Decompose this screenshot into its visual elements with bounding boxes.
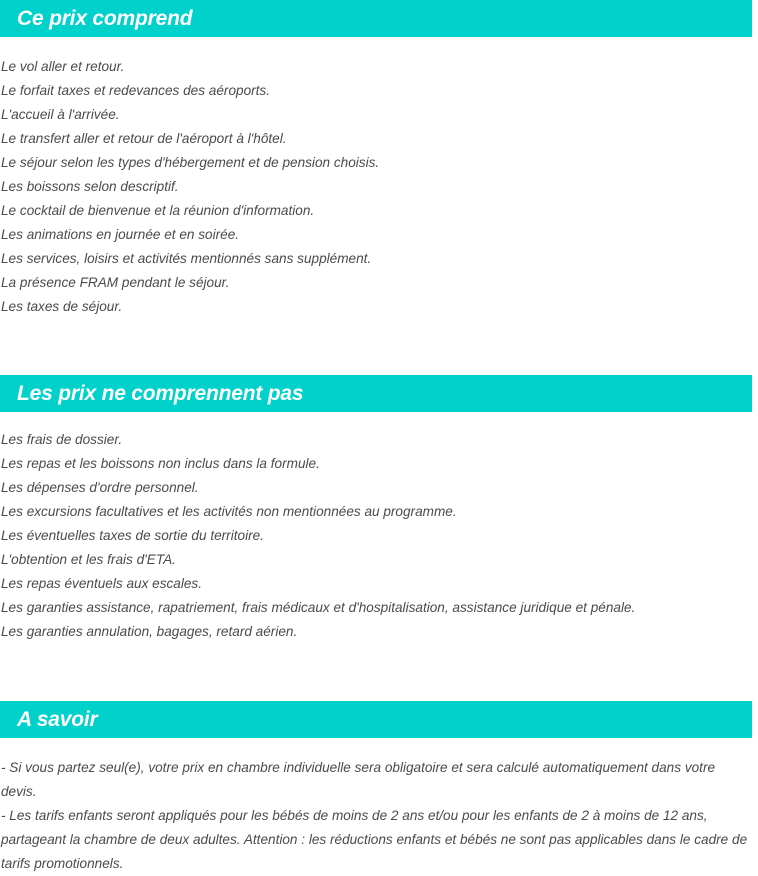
section-excluded-banner (0, 375, 752, 412)
list-item: Les boissons selon descriptif. (1, 179, 179, 194)
section-excluded (0, 375, 758, 644)
spacer (0, 738, 758, 756)
spacer (0, 412, 758, 428)
list-item: Les garanties annulation, bagages, retard aérien. (1, 624, 298, 639)
list-item: Les services, loisirs et activités mentionnés sans supplément. (1, 251, 372, 266)
section-good-to-know-banner (0, 701, 752, 738)
list-item: Les dépenses d'ordre personnel. (1, 480, 199, 495)
list-item: Les repas éventuels aux escales. (1, 576, 203, 591)
list-item: Les animations en journée et en soirée. (1, 227, 240, 242)
section-included-title: Ce prix comprend (17, 7, 193, 30)
section-good-to-know-body (0, 756, 758, 876)
paragraph: - Si vous partez seul(e), votre prix en chambre individuelle sera obligatoire et sera calculé automatiquement dans votre devis. (1, 760, 716, 799)
list-item: Les excursions facultatives et les activités non mentionnées au programme. (1, 504, 457, 519)
list-item: Le forfait taxes et redevances des aéroports. (1, 83, 271, 98)
list-item: L'obtention et les frais d'ETA. (1, 552, 176, 567)
section-excluded-title: Les prix ne comprennent pas (17, 382, 304, 405)
section-spacer (0, 644, 758, 701)
list-item: La présence FRAM pendant le séjour. (1, 275, 230, 290)
list-item: Le cocktail de bienvenue et la réunion d'information. (1, 203, 315, 218)
list-item: L'accueil à l'arrivée. (1, 107, 120, 122)
list-item: Les garanties assistance, rapatriement, frais médicaux et d'hospitalisation, assistance juridique et pénale. (1, 600, 636, 615)
list-item: Les repas et les boissons non inclus dans la formule. (1, 456, 320, 471)
list-item: Le vol aller et retour. (1, 59, 125, 74)
list-item: Les taxes de séjour. (1, 299, 123, 314)
section-spacer (0, 319, 758, 375)
section-included (0, 0, 758, 319)
section-good-to-know-title: A savoir (17, 708, 98, 731)
paragraph: - Les tarifs enfants seront appliqués pour les bébés de moins de 2 ans et/ou pour les enfants de 2 à moins de 12 ans, partageant la chambre de deux adultes. Attention : les réductions enfants et bébés ne sont pas applicables dans le cadre de tarifs promotionnels. (1, 808, 748, 871)
section-good-to-know (0, 701, 758, 876)
section-included-banner (0, 0, 752, 37)
section-included-body (0, 55, 758, 319)
section-excluded-body (0, 428, 758, 644)
spacer (0, 37, 758, 55)
list-item: Les éventuelles taxes de sortie du territoire. (1, 528, 264, 543)
list-item: Le transfert aller et retour de l'aéroport à l'hôtel. (1, 131, 287, 146)
list-item: Le séjour selon les types d'hébergement et de pension choisis. (1, 155, 380, 170)
list-item: Les frais de dossier. (1, 432, 123, 447)
